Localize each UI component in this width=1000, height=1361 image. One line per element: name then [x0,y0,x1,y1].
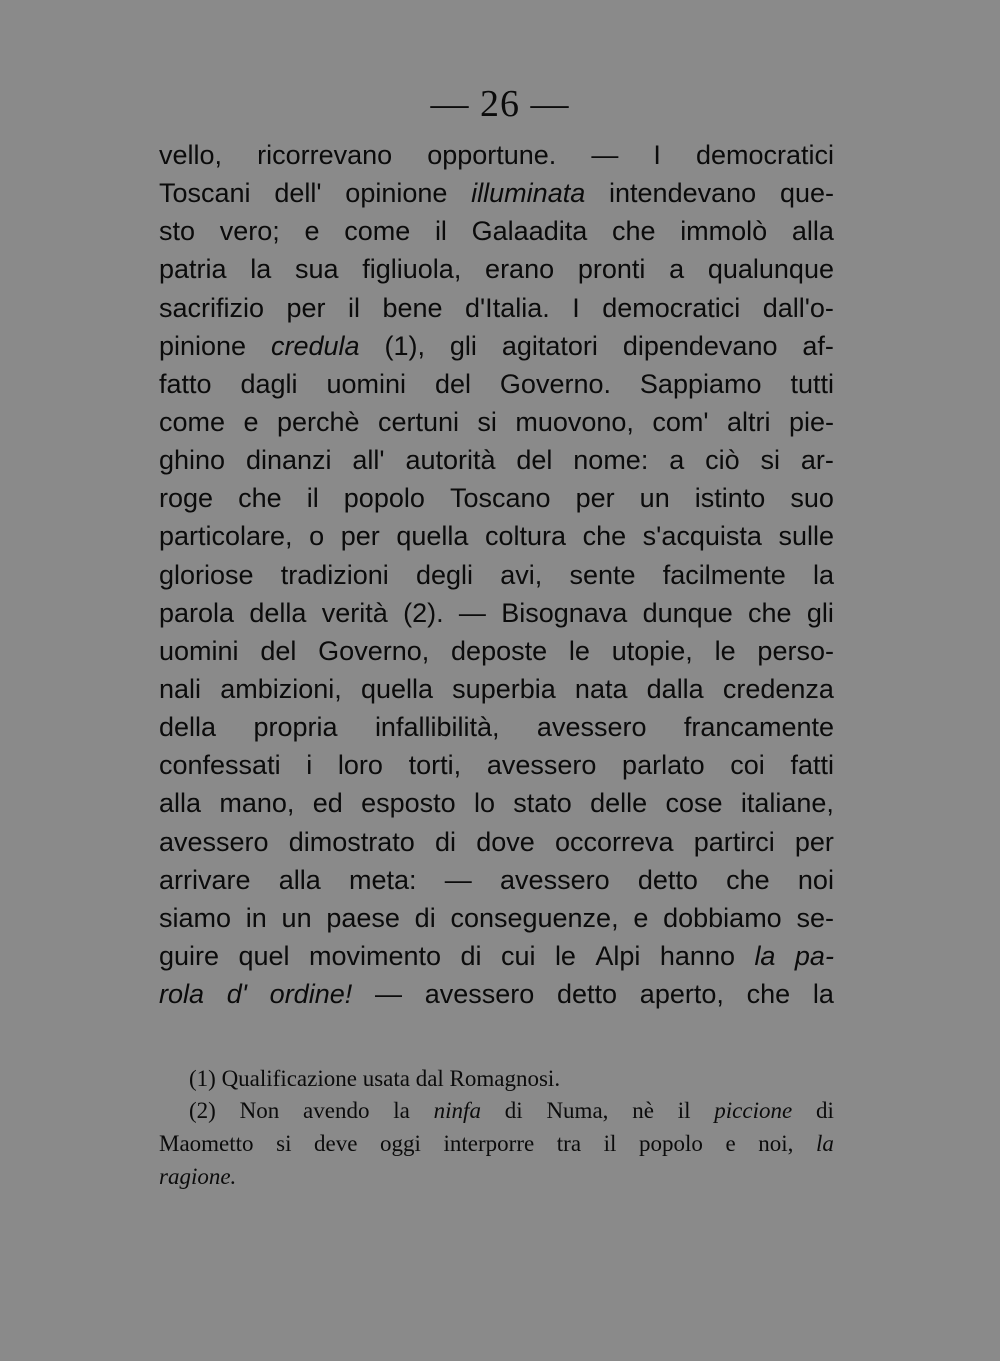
word: ciò [705,445,740,476]
word: come [344,216,411,247]
word: in [245,902,267,933]
word: af- [802,330,834,361]
word: Governo, [318,635,430,666]
word: di [414,902,436,933]
word: pie- [788,406,834,437]
word: pronti [577,254,646,285]
word: infallibilità, [374,712,500,743]
word: noi [797,864,834,895]
word: avessero [500,864,610,895]
word: avi, [500,559,543,590]
body-text [159,136,834,1013]
word: qualunque [707,254,834,285]
text-line [159,479,834,517]
word: Governo. [499,368,611,399]
word: — [591,140,619,170]
word: perso- [757,635,834,666]
word: per [340,521,380,552]
word: — [458,597,486,628]
text-line [159,708,834,746]
word: Toscani [159,178,251,209]
word: il [348,292,360,323]
word: italiane, [740,788,834,819]
text-line [159,174,834,212]
word: si [276,1131,292,1156]
word: dove [476,826,535,857]
word: Sappiamo [639,368,762,399]
word: ar- [800,445,834,476]
word: della [249,597,307,628]
word: loro [337,750,383,781]
word: intendevano [609,178,757,209]
word: ricorrevano [257,140,393,170]
word: s'acquista [642,521,762,552]
word: la [812,979,834,1010]
word: sulle [778,521,834,552]
word: ghino [159,445,226,476]
word: hanno [659,940,735,971]
text-line [159,327,834,365]
word: che [611,216,656,247]
word: deposte [451,635,548,666]
word: deve [314,1131,358,1156]
footnote-line [159,1127,834,1160]
word: un [639,483,670,514]
text-line [159,670,834,708]
word: dimostrato [288,826,415,857]
word: fatto [159,368,212,399]
word: avessero [486,750,597,781]
word: Toscano [449,483,551,514]
word: quella [360,673,433,704]
word: lo [473,788,495,819]
word: le [554,940,576,971]
word: Non [239,1098,280,1123]
word: (2). [403,597,444,628]
text-line [159,365,834,403]
text-line [159,289,834,327]
word: gli [806,597,834,628]
word: pa- [794,940,834,971]
word: superbia [452,673,556,704]
word: Galaadita [471,216,588,247]
word: democratici [602,292,741,323]
text-line [159,861,834,899]
word: la [812,559,834,590]
word: il [434,216,447,247]
word: degli [416,559,474,590]
word: dall'o- [762,292,834,323]
word: cose [665,788,723,819]
word: nali [159,673,202,704]
word: democratici [695,140,834,170]
word: autorità [405,445,496,476]
word: e [243,406,259,437]
word: che [748,597,792,628]
word: di [435,826,457,857]
word: muovono, [515,406,634,437]
word: I [653,140,661,170]
word: istinto [694,483,766,514]
text-line [159,823,834,861]
word: cui [500,940,536,971]
text-line [159,403,834,441]
word: di [816,1098,834,1123]
word: alla [159,788,202,819]
text-line [159,975,834,1013]
word: che [726,864,770,895]
text-line [159,136,834,174]
text-line [159,784,834,822]
word: I [572,292,580,323]
word: di [460,940,482,971]
word: e [725,1131,736,1156]
word: alla [278,864,321,895]
word: bene [382,292,443,323]
word: interporre [443,1131,535,1156]
word: dell' [274,178,322,209]
word: le [568,635,590,666]
word: per [794,826,834,857]
word: credenza [722,673,834,704]
text-line [159,937,834,975]
word: fatti [790,750,834,781]
word: di [504,1098,523,1123]
word: d'Italia. [465,292,550,323]
word: coltura [484,521,566,552]
word: agitatori [501,330,598,361]
word: Numa, [546,1098,609,1123]
word: detto [557,979,618,1010]
word: tra [556,1131,582,1156]
word: avessero [424,979,535,1010]
word: francamente [683,712,834,743]
word: detto [637,864,698,895]
word: piccione [714,1098,793,1123]
word: popolo [343,483,425,514]
footnote-line [159,1160,834,1193]
word: per [286,292,326,323]
word: paese [326,902,400,933]
text-line [159,441,834,479]
word: — [374,979,402,1010]
word: le [714,635,736,666]
word: occorreva [554,826,674,857]
footnote-2 [159,1094,834,1193]
word: credula [271,330,360,361]
word: roge [159,483,214,514]
word: erano [485,254,555,285]
word: Alpi [595,940,641,971]
word: la [815,1131,834,1156]
word: ambizioni, [220,673,342,704]
word: dagli [240,368,298,399]
word: uomini [159,635,239,666]
word: se- [796,902,834,933]
word: parola [159,597,235,628]
word: certuni [377,406,459,437]
word: ed [312,788,343,819]
word: gli [449,330,477,361]
word: alla [791,216,834,247]
word: il [306,483,319,514]
word: — [444,864,472,895]
word: stato [513,788,572,819]
word: a [669,445,685,476]
word: tradizioni [280,559,389,590]
word: conseguenze, [450,902,619,933]
word: noi, [758,1131,794,1156]
text-line [159,556,834,594]
word: la [754,940,776,971]
word: confessati [159,750,281,781]
word: altri [726,406,771,437]
word: Bisognava [501,597,628,628]
word: sente [569,559,636,590]
word: del [260,635,297,666]
word: arrivare [159,864,251,895]
word: la [393,1098,410,1123]
word: vello, [159,140,223,170]
word: dipendevano [622,330,778,361]
word: del [434,368,471,399]
word: avessero [159,826,269,857]
word: del [516,445,553,476]
word: ninfa [433,1098,481,1123]
word: a [669,254,685,285]
word: illuminata [471,178,586,209]
word: si [760,445,780,476]
word: coi [730,750,765,781]
word: Maometto [159,1131,254,1156]
word: opportune. [427,140,557,170]
word: o [309,521,325,552]
word: siamo [159,902,232,933]
word: suo [790,483,834,514]
word: sua [295,254,339,285]
word: patria [159,254,227,285]
word: guire [159,940,220,971]
word: sto [159,216,196,247]
word: facilmente [662,559,786,590]
word: parlato [622,750,705,781]
word: all' [352,445,385,476]
word: i [306,750,313,781]
word: dobbiamo [663,902,782,933]
word: (2) [189,1098,216,1123]
word: gloriose [159,559,254,590]
word: dinanzi [245,445,332,476]
word: delle [590,788,648,819]
word: aperto, [639,979,724,1010]
footnote-1-text: (1) Qualificazione usata dal Romagnosi. [189,1066,561,1091]
word: che [582,521,627,552]
text-line [159,517,834,555]
footnote-1 [159,1062,834,1095]
word: sacrifizio [159,292,265,323]
word: meta: [349,864,417,895]
word: un [281,902,312,933]
word: oggi [380,1131,421,1156]
word: nè [632,1098,654,1123]
word: esposto [361,788,456,819]
word: uomini [326,368,407,399]
word: (1), [384,330,425,361]
footnote-line [159,1094,834,1127]
word: come [159,406,226,437]
text-line [159,212,834,250]
word: e [633,902,649,933]
word: torti, [408,750,462,781]
word: quel [238,940,290,971]
word: figliuola, [362,254,462,285]
word: tutti [790,368,834,399]
word: opinione [345,178,448,209]
word: il [677,1098,691,1123]
word: vero; [219,216,280,247]
word: que- [779,178,834,209]
word: com' [652,406,709,437]
word: particolare, [159,521,293,552]
word: ordine! [269,979,353,1010]
word: per [575,483,615,514]
text-line [159,594,834,632]
word: si [477,406,497,437]
word: avessero [536,712,647,743]
word: il [603,1131,617,1156]
word: immolò [680,216,768,247]
word: utopie, [611,635,693,666]
word: quella [396,521,469,552]
word: che [238,483,282,514]
word: partirci [693,826,775,857]
word: popolo [638,1131,703,1156]
word: propria [253,712,338,743]
word: dunque [642,597,733,628]
word: la [250,254,272,285]
word: mano, [219,788,295,819]
word: e [304,216,320,247]
word: d' [226,979,247,1010]
text-line [159,899,834,937]
word: ragione. [159,1164,237,1189]
word: che [746,979,791,1010]
word: perchè [276,406,360,437]
text-line [159,632,834,670]
word: nata [574,673,628,704]
word: rola [159,979,205,1010]
text-line [159,746,834,784]
word: nome: [573,445,649,476]
word: avendo [303,1098,370,1123]
page-number: — 26 — [430,83,570,125]
word: verità [321,597,388,628]
word: movimento [309,940,442,971]
text-line [159,250,834,288]
word: della [159,712,217,743]
word: dalla [646,673,704,704]
word: pinione [159,330,247,361]
